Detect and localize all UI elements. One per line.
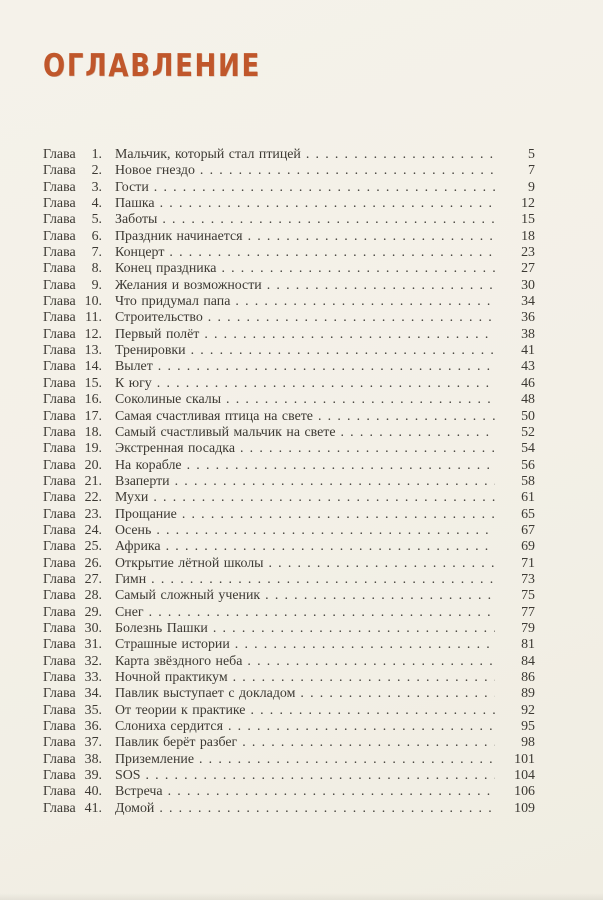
toc-entry xyxy=(43,294,535,310)
chapter-number: 34. xyxy=(84,686,102,702)
page-number: 81 xyxy=(521,637,535,653)
dot-leader xyxy=(175,474,495,490)
chapter-title: Павлик берёт разбег xyxy=(115,735,238,751)
chapter-title: Конец праздника xyxy=(115,261,217,277)
toc-entry xyxy=(43,458,535,474)
chapter-number: 31. xyxy=(84,637,102,653)
chapter-number: 11. xyxy=(85,310,102,326)
chapter-number: 39. xyxy=(84,768,102,784)
chapter-number: 26. xyxy=(84,555,102,571)
page-number: 89 xyxy=(521,686,535,702)
chapter-number: 35. xyxy=(84,702,102,718)
dot-leader xyxy=(269,556,496,572)
chapter-number: 28. xyxy=(84,588,102,604)
chapter-title: Встреча xyxy=(115,784,163,800)
toc-entry xyxy=(43,376,535,392)
chapter-title: От теории к практике xyxy=(115,702,246,718)
chapter-title: На корабле xyxy=(115,457,182,473)
dot-leader xyxy=(156,523,495,539)
toc-entry-prefix xyxy=(43,801,102,817)
dot-leader xyxy=(306,147,495,163)
dot-leader xyxy=(300,686,495,702)
toc-entry xyxy=(43,621,535,637)
chapter-number: 14. xyxy=(84,359,102,375)
dot-leader xyxy=(248,229,495,245)
toc-entry xyxy=(43,801,535,817)
chapter-word: Глава xyxy=(43,473,76,489)
toc-entry-prefix xyxy=(43,180,102,196)
chapter-number: 24. xyxy=(84,522,102,538)
toc-entry-prefix xyxy=(43,310,102,326)
toc-entry-prefix xyxy=(43,539,102,555)
toc-entry xyxy=(43,441,535,457)
toc-entry-prefix xyxy=(43,735,102,751)
toc-entry-prefix xyxy=(43,229,102,245)
dot-leader xyxy=(157,376,495,392)
chapter-word: Глава xyxy=(43,147,76,162)
toc-entry xyxy=(43,556,535,572)
dot-leader xyxy=(242,735,495,751)
toc-entry-prefix xyxy=(43,523,102,539)
dot-leader xyxy=(187,458,495,474)
dot-leader xyxy=(158,359,495,375)
toc-entry-prefix xyxy=(43,637,102,653)
chapter-word: Глава xyxy=(43,326,76,342)
dot-leader xyxy=(200,163,495,179)
chapter-word: Глава xyxy=(43,375,76,391)
chapter-number: 22. xyxy=(84,490,102,506)
page-number: 54 xyxy=(521,441,535,457)
chapter-title: Самый счастливый мальчик на свете xyxy=(115,424,336,440)
chapter-number: 40. xyxy=(84,784,102,800)
chapter-title: Праздник начинается xyxy=(115,228,243,244)
dot-leader xyxy=(204,327,495,343)
chapter-number: 41. xyxy=(84,800,102,816)
toc-entry-prefix xyxy=(43,605,102,621)
chapter-number: 20. xyxy=(84,457,102,473)
chapter-number: 23. xyxy=(84,506,102,522)
dot-leader xyxy=(265,588,495,604)
page-number: 41 xyxy=(521,343,535,359)
chapter-number: 29. xyxy=(84,604,102,620)
toc-entry-prefix xyxy=(43,784,102,800)
page-number: 23 xyxy=(521,245,535,261)
page-number: 92 xyxy=(521,702,535,718)
toc-entry-prefix xyxy=(43,768,102,784)
toc-entry xyxy=(43,278,535,294)
chapter-title: Прощание xyxy=(115,506,177,522)
toc-entry-prefix xyxy=(43,409,102,425)
chapter-number: 16. xyxy=(84,392,102,408)
chapter-number: 17. xyxy=(84,408,102,424)
chapter-word: Глава xyxy=(43,490,76,506)
chapter-word: Глава xyxy=(43,588,76,604)
chapter-word: Глава xyxy=(43,261,76,277)
chapter-word: Глава xyxy=(43,441,76,457)
chapter-word: Глава xyxy=(43,735,76,751)
dot-leader xyxy=(168,784,495,800)
chapter-title: Ночной практикум xyxy=(115,670,228,685)
toc-entry-prefix xyxy=(43,212,102,228)
toc-entry xyxy=(43,507,535,523)
dot-leader xyxy=(226,392,495,408)
page-number: 84 xyxy=(521,653,535,669)
chapter-title: Мальчик, который стал птицей xyxy=(115,147,301,162)
chapter-word: Глава xyxy=(43,800,76,816)
chapter-title: Концерт xyxy=(115,245,165,261)
toc-entry-prefix xyxy=(43,670,102,686)
chapter-title: Первый полёт xyxy=(115,326,200,342)
toc-entry xyxy=(43,784,535,800)
chapter-title: Гимн xyxy=(115,571,147,587)
toc-entry xyxy=(43,425,535,441)
page-number: 9 xyxy=(528,179,535,195)
page-number: 12 xyxy=(521,196,535,212)
dot-leader xyxy=(235,637,495,653)
toc-entry-prefix xyxy=(43,686,102,702)
chapter-title: Открытие лётной школы xyxy=(115,555,264,571)
page-number: 77 xyxy=(521,604,535,620)
toc-entry-prefix xyxy=(43,196,102,212)
dot-leader xyxy=(341,425,496,441)
dot-leader xyxy=(208,310,495,326)
chapter-word: Глава xyxy=(43,196,76,212)
chapter-number: 30. xyxy=(84,620,102,636)
page-number: 5 xyxy=(528,147,535,162)
chapter-title: Экстренная посадка xyxy=(115,441,235,457)
page-number: 43 xyxy=(521,359,535,375)
dot-leader xyxy=(166,539,495,555)
toc-entry-prefix xyxy=(43,621,102,637)
toc-entry xyxy=(43,409,535,425)
toc-entry xyxy=(43,343,535,359)
chapter-number: 19. xyxy=(84,441,102,457)
toc-entry-prefix xyxy=(43,359,102,375)
toc-entry-prefix xyxy=(43,147,102,163)
toc-entry xyxy=(43,572,535,588)
page-number: 56 xyxy=(521,457,535,473)
page-number: 27 xyxy=(521,261,535,277)
chapter-number: 33. xyxy=(84,670,102,685)
dot-leader xyxy=(153,490,495,506)
toc-entry-prefix xyxy=(43,507,102,523)
dot-leader xyxy=(213,621,495,637)
chapter-word: Глава xyxy=(43,310,76,326)
page-number: 36 xyxy=(521,310,535,326)
chapter-word: Глава xyxy=(43,408,76,424)
chapter-title: Приземление xyxy=(115,751,194,767)
page-number: 18 xyxy=(521,228,535,244)
page-number: 38 xyxy=(521,326,535,342)
dot-leader xyxy=(182,507,495,523)
toc-entry-prefix xyxy=(43,458,102,474)
toc-entry xyxy=(43,605,535,621)
chapter-number: 12. xyxy=(84,326,102,342)
toc-entry xyxy=(43,261,535,277)
chapter-number: 21. xyxy=(84,473,102,489)
chapter-word: Глава xyxy=(43,228,76,244)
dot-leader xyxy=(240,441,495,457)
toc-entry-prefix xyxy=(43,703,102,719)
page-number: 61 xyxy=(521,490,535,506)
chapter-title: Тренировки xyxy=(115,343,186,359)
toc-entry xyxy=(43,654,535,670)
toc-entry xyxy=(43,474,535,490)
toc-entry xyxy=(43,735,535,751)
chapter-word: Глава xyxy=(43,359,76,375)
dot-leader xyxy=(250,703,495,719)
chapter-word: Глава xyxy=(43,163,76,179)
toc-entry xyxy=(43,719,535,735)
chapter-title: Осень xyxy=(115,522,152,538)
chapter-word: Глава xyxy=(43,555,76,571)
page-number: 58 xyxy=(521,473,535,489)
chapter-number: 38. xyxy=(84,751,102,767)
page-number: 48 xyxy=(521,392,535,408)
chapter-word: Глава xyxy=(43,294,76,310)
chapter-word: Глава xyxy=(43,245,76,261)
chapter-title: Слониха сердится xyxy=(115,719,223,735)
dot-leader xyxy=(154,180,495,196)
chapter-title: SOS xyxy=(115,768,141,784)
chapter-word: Глава xyxy=(43,670,76,685)
toc-entry-prefix xyxy=(43,343,102,359)
toc-entry-prefix xyxy=(43,588,102,604)
dot-leader xyxy=(318,409,495,425)
chapter-number: 13. xyxy=(84,343,102,359)
chapter-number: 8. xyxy=(91,261,102,277)
page-number: 52 xyxy=(521,424,535,440)
toc-entry xyxy=(43,359,535,375)
toc-entry xyxy=(43,327,535,343)
chapter-number: 10. xyxy=(84,294,102,310)
chapter-title: Снег xyxy=(115,604,144,620)
chapter-title: Африка xyxy=(115,539,161,555)
toc-entry-prefix xyxy=(43,376,102,392)
chapter-word: Глава xyxy=(43,571,76,587)
toc-entry xyxy=(43,163,535,179)
chapter-number: 9. xyxy=(91,277,102,293)
chapter-title: К югу xyxy=(115,375,152,391)
page-number: 7 xyxy=(528,163,535,179)
toc-entry-prefix xyxy=(43,425,102,441)
chapter-title: Мухи xyxy=(115,490,149,506)
toc-entry xyxy=(43,310,535,326)
chapter-title: Желания и возможности xyxy=(115,277,262,293)
toc-entry xyxy=(43,392,535,408)
page-number: 75 xyxy=(521,588,535,604)
toc-entry-prefix xyxy=(43,278,102,294)
toc-entry xyxy=(43,212,535,228)
page-number: 50 xyxy=(521,408,535,424)
page-number: 69 xyxy=(521,539,535,555)
chapter-number: 1. xyxy=(91,147,102,162)
dot-leader xyxy=(191,343,495,359)
chapter-word: Глава xyxy=(43,702,76,718)
page-number: 109 xyxy=(514,800,535,816)
toc-entry xyxy=(43,588,535,604)
toc-entry-prefix xyxy=(43,245,102,261)
page-number: 101 xyxy=(514,751,535,767)
chapter-title: Карта звёздного неба xyxy=(115,653,243,669)
toc-entry-prefix xyxy=(43,163,102,179)
chapter-word: Глава xyxy=(43,653,76,669)
chapter-word: Глава xyxy=(43,424,76,440)
toc-entry xyxy=(43,752,535,768)
chapter-number: 4. xyxy=(91,196,102,212)
page-number: 98 xyxy=(521,735,535,751)
page-number: 73 xyxy=(521,571,535,587)
chapter-title: Строительство xyxy=(115,310,203,326)
chapter-word: Глава xyxy=(43,604,76,620)
chapter-title: Домой xyxy=(115,800,155,816)
dot-leader xyxy=(228,719,495,735)
dot-leader xyxy=(159,801,495,817)
dot-leader xyxy=(162,212,495,228)
chapter-word: Глава xyxy=(43,719,76,735)
chapter-title: Заботы xyxy=(115,212,158,228)
chapter-word: Глава xyxy=(43,637,76,653)
dot-leader xyxy=(233,670,495,686)
chapter-number: 6. xyxy=(91,228,102,244)
toc-entry xyxy=(43,180,535,196)
toc-entry-prefix xyxy=(43,294,102,310)
page-number: 95 xyxy=(521,719,535,735)
toc-entry xyxy=(43,196,535,212)
toc-entry-prefix xyxy=(43,719,102,735)
chapter-title: Страшные истории xyxy=(115,637,230,653)
toc-entry-prefix xyxy=(43,441,102,457)
chapter-number: 3. xyxy=(91,179,102,195)
page-number: 67 xyxy=(521,522,535,538)
chapter-title: Новое гнездо xyxy=(115,163,195,179)
toc-entry-prefix xyxy=(43,474,102,490)
chapter-word: Глава xyxy=(43,457,76,473)
toc-entry xyxy=(43,539,535,555)
chapter-number: 15. xyxy=(84,375,102,391)
page-number: 86 xyxy=(521,670,535,685)
chapter-number: 5. xyxy=(91,212,102,228)
toc-entry xyxy=(43,229,535,245)
toc-entry-prefix xyxy=(43,392,102,408)
page-number: 30 xyxy=(521,277,535,293)
dot-leader xyxy=(149,605,495,621)
chapter-number: 25. xyxy=(84,539,102,555)
page-number: 104 xyxy=(514,768,535,784)
toc-entry xyxy=(43,703,535,719)
chapter-number: 7. xyxy=(91,245,102,261)
chapter-word: Глава xyxy=(43,522,76,538)
chapter-title: Самый сложный ученик xyxy=(115,588,261,604)
chapter-title: Гости xyxy=(115,179,149,195)
chapter-number: 36. xyxy=(84,719,102,735)
chapter-title: Пашка xyxy=(115,196,155,212)
page-number: 15 xyxy=(521,212,535,228)
dot-leader xyxy=(235,294,495,310)
page-title: ОГЛАВЛЕНИЕ xyxy=(43,48,261,84)
toc-entry-prefix xyxy=(43,490,102,506)
chapter-title: Самая счастливая птица на свете xyxy=(115,408,313,424)
dot-leader xyxy=(151,572,495,588)
toc-entry xyxy=(43,490,535,506)
toc-list xyxy=(43,147,535,817)
chapter-word: Глава xyxy=(43,392,76,408)
chapter-title: Соколиные скалы xyxy=(115,392,222,408)
chapter-word: Глава xyxy=(43,620,76,636)
dot-leader xyxy=(267,278,495,294)
toc-entry xyxy=(43,637,535,653)
dot-leader xyxy=(199,752,495,768)
chapter-title: Павлик выступает с докладом xyxy=(115,686,296,702)
dot-leader xyxy=(160,196,495,212)
chapter-word: Глава xyxy=(43,751,76,767)
chapter-word: Глава xyxy=(43,277,76,293)
page-number: 34 xyxy=(521,294,535,310)
chapter-word: Глава xyxy=(43,539,76,555)
toc-entry-prefix xyxy=(43,556,102,572)
toc-entry xyxy=(43,686,535,702)
chapter-number: 18. xyxy=(84,424,102,440)
toc-entry xyxy=(43,523,535,539)
chapter-word: Глава xyxy=(43,179,76,195)
page-number: 71 xyxy=(521,555,535,571)
toc-entry-prefix xyxy=(43,261,102,277)
chapter-title: Взаперти xyxy=(115,473,170,489)
chapter-title: Вылет xyxy=(115,359,153,375)
dot-leader xyxy=(169,245,495,261)
toc-entry xyxy=(43,245,535,261)
chapter-word: Глава xyxy=(43,212,76,228)
chapter-title: Болезнь Пашки xyxy=(115,620,208,636)
toc-entry xyxy=(43,670,535,686)
page-number: 65 xyxy=(521,506,535,522)
dot-leader xyxy=(221,261,495,277)
page-number: 106 xyxy=(514,784,535,800)
chapter-number: 37. xyxy=(84,735,102,751)
chapter-title: Что придумал папа xyxy=(115,294,231,310)
chapter-number: 32. xyxy=(84,653,102,669)
chapter-number: 27. xyxy=(84,571,102,587)
toc-entry-prefix xyxy=(43,327,102,343)
chapter-word: Глава xyxy=(43,784,76,800)
chapter-number: 2. xyxy=(91,163,102,179)
toc-entry-prefix xyxy=(43,572,102,588)
page-number: 46 xyxy=(521,375,535,391)
page-number: 79 xyxy=(521,620,535,636)
toc-entry-prefix xyxy=(43,654,102,670)
dot-leader xyxy=(247,654,495,670)
dot-leader xyxy=(145,768,495,784)
chapter-word: Глава xyxy=(43,768,76,784)
toc-entry xyxy=(43,147,535,163)
chapter-word: Глава xyxy=(43,343,76,359)
chapter-word: Глава xyxy=(43,506,76,522)
toc-entry xyxy=(43,768,535,784)
chapter-word: Глава xyxy=(43,686,76,702)
toc-entry-prefix xyxy=(43,752,102,768)
